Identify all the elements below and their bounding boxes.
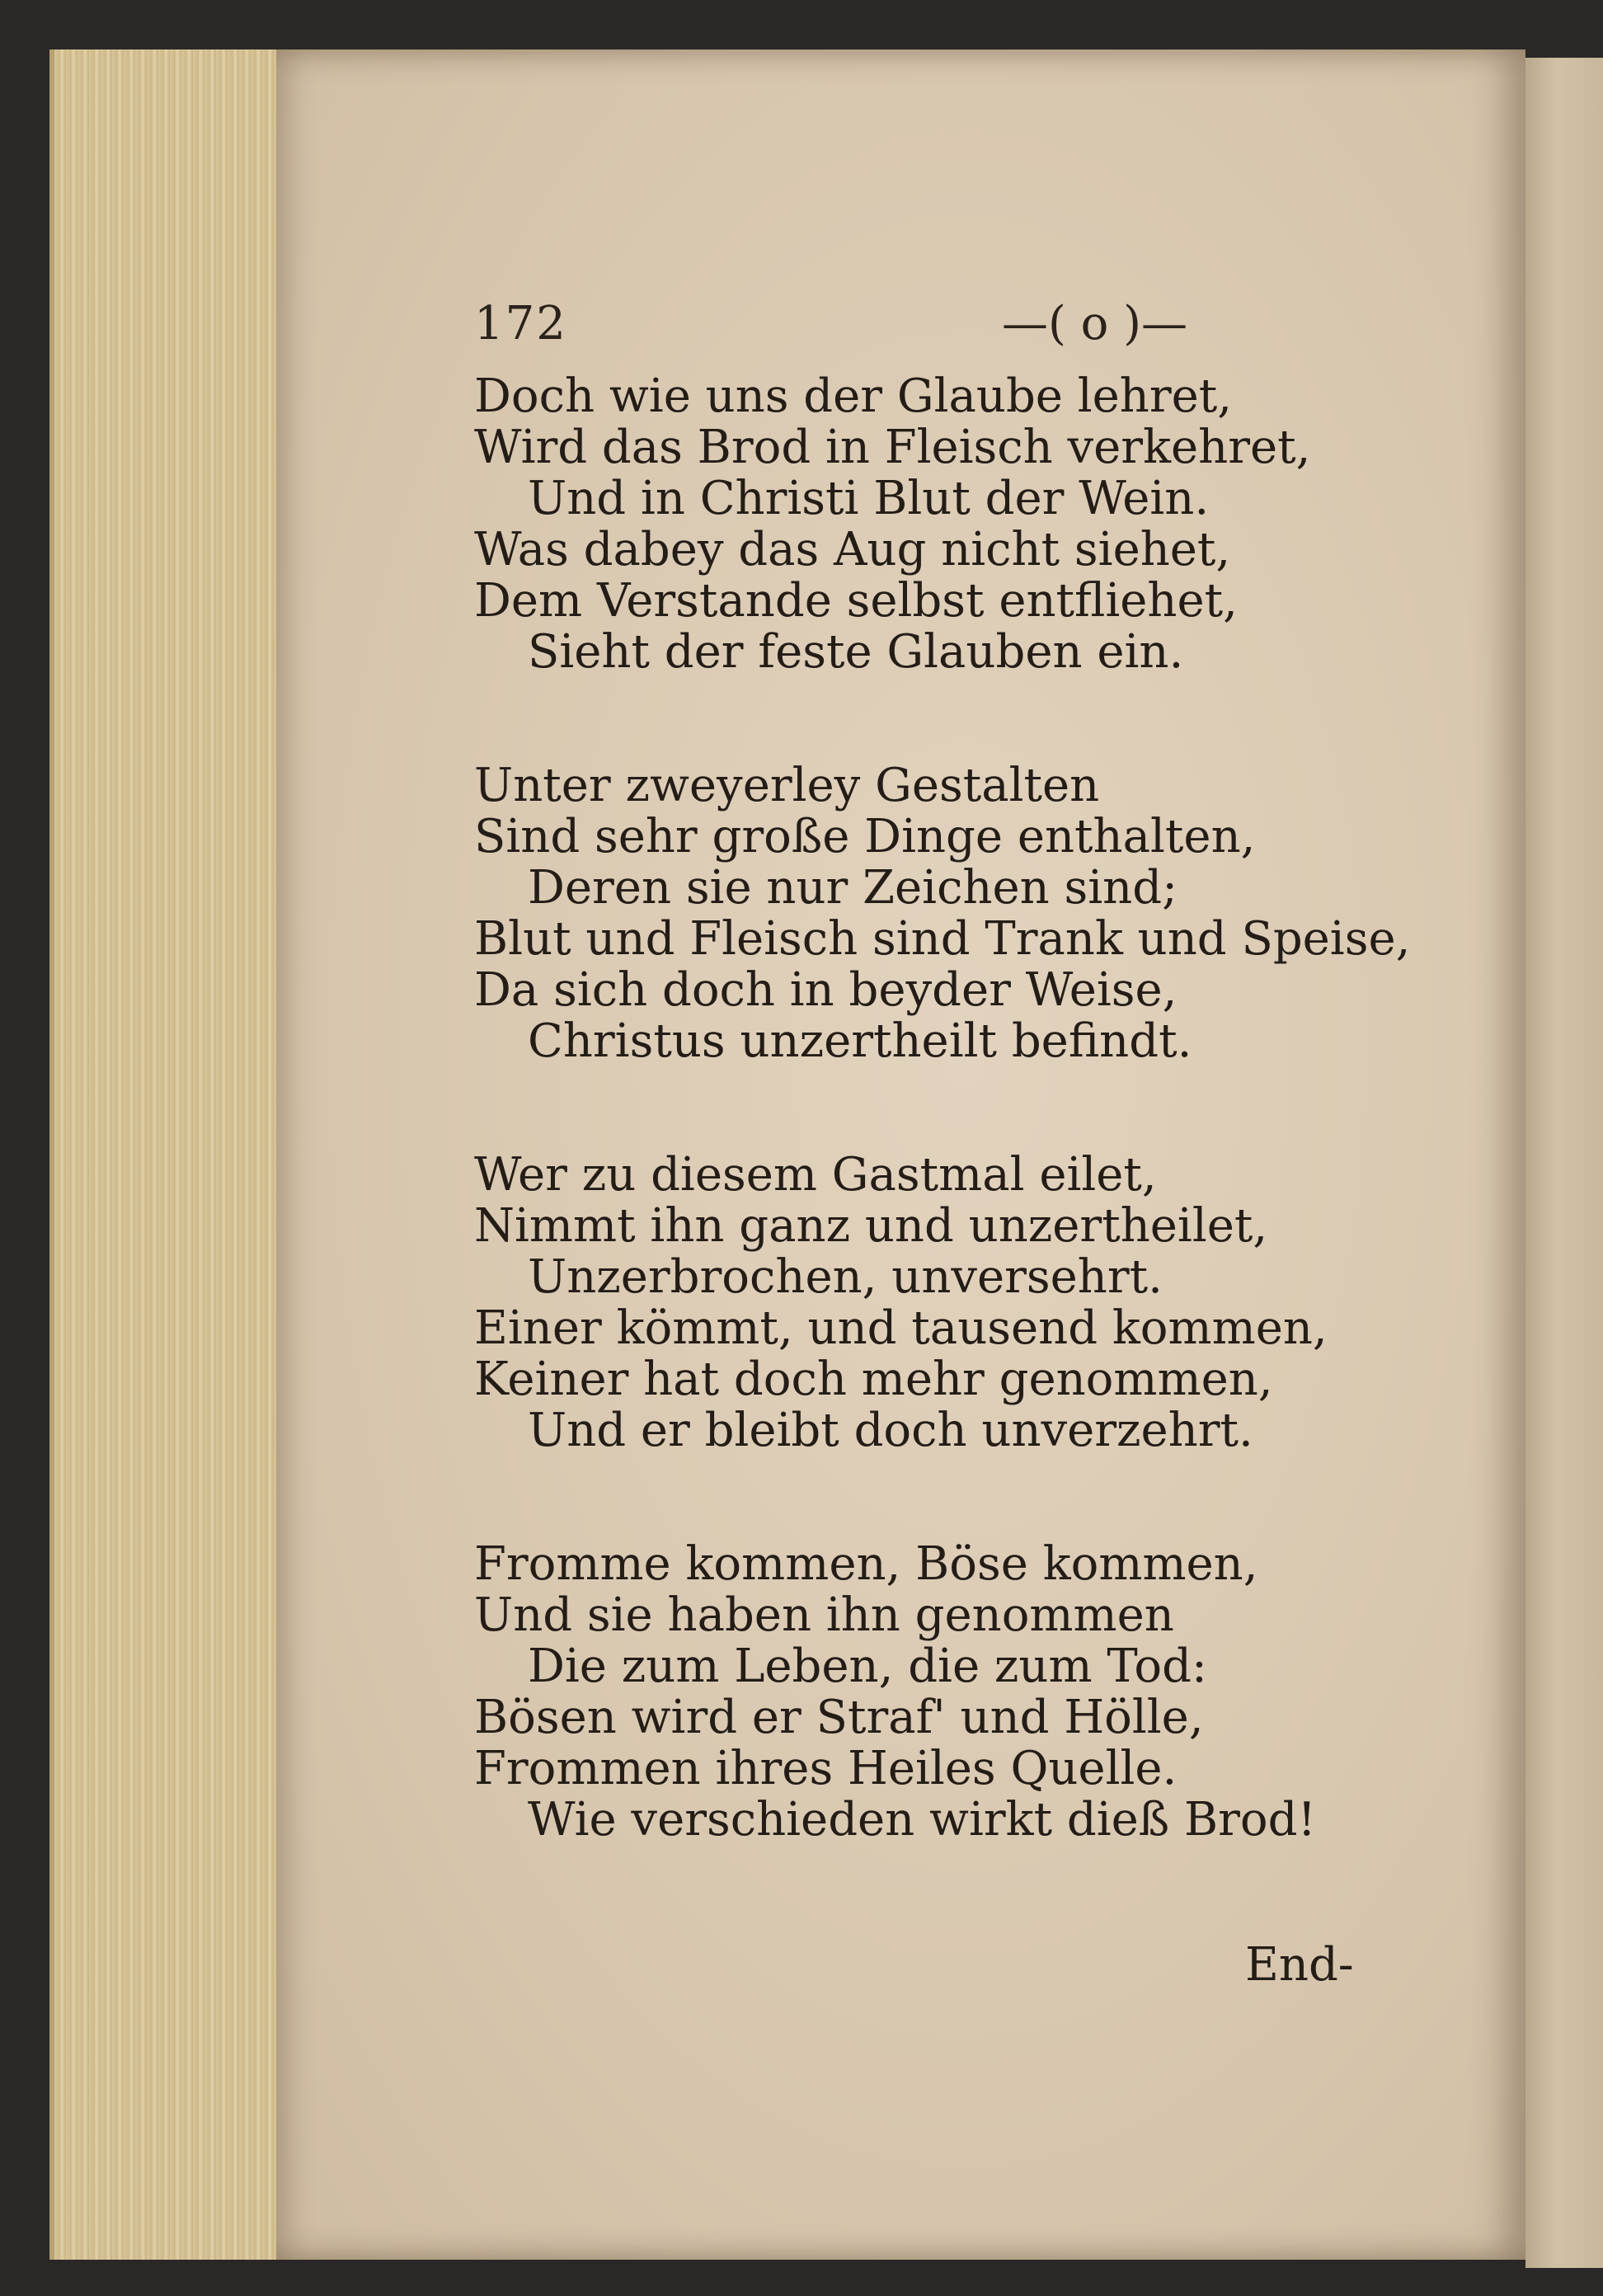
- verse-line: Deren sie nur Zeichen sind;: [528, 861, 1178, 915]
- verse-line: Blut und Fleisch sind Trank und Speise,: [474, 912, 1411, 966]
- verse-line: Und er bleibt doch unverzehrt.: [528, 1404, 1253, 1457]
- verse-line: Wer zu diesem Gastmal eilet,: [474, 1148, 1157, 1202]
- verse-line: Sieht der feste Glauben ein.: [528, 625, 1184, 679]
- verse-line: Da sich doch in beyder Weise,: [474, 963, 1178, 1017]
- verse-line: Doch wie uns der Glaube lehret,: [474, 369, 1233, 423]
- stanza-2: [474, 760, 1505, 1067]
- page-number: 172: [474, 297, 567, 351]
- stanza-4: [474, 1539, 1505, 1846]
- verse-line: Unzerbrochen, unversehrt.: [528, 1250, 1163, 1304]
- catchword: End-: [1245, 1938, 1354, 1992]
- verse-line: Wie verschieden wirkt dieß Brod!: [528, 1793, 1316, 1847]
- book-page: [276, 49, 1525, 2260]
- verse-line: Fromme kommen, Böse kommen,: [474, 1537, 1258, 1591]
- verse-line: Die zum Leben, die zum Tod:: [528, 1640, 1207, 1693]
- page-header: [474, 297, 1381, 355]
- verse-line: Frommen ihres Heiles Quelle.: [474, 1742, 1178, 1795]
- poem-text: [474, 371, 1505, 1928]
- verse-line: Einer kömmt, und tausend kommen,: [474, 1301, 1328, 1355]
- facing-page-edge: [1525, 58, 1603, 2268]
- verse-line: Unter zweyerley Gestalten: [474, 759, 1100, 812]
- verse-line: Keiner hat doch mehr genommen,: [474, 1353, 1273, 1406]
- header-ornament: —( ο )—: [1002, 297, 1188, 351]
- verse-line: Dem Verstande selbst entfliehet,: [474, 574, 1238, 628]
- stanza-3: [474, 1150, 1505, 1456]
- verse-line: Bösen wird er Straf' und Hölle,: [474, 1691, 1204, 1744]
- verse-line: Und sie haben ihn genommen: [474, 1588, 1174, 1642]
- verse-line: Wird das Brod in Fleisch verkehret,: [474, 421, 1311, 474]
- verse-line: Sind sehr große Dinge enthalten,: [474, 810, 1256, 863]
- verse-line: Und in Christi Blut der Wein.: [528, 472, 1210, 525]
- verse-line: Nimmt ihn ganz und unzertheilet,: [474, 1199, 1268, 1253]
- verse-line: Was dabey das Aug nicht siehet,: [474, 523, 1231, 576]
- page-edges: [49, 49, 294, 2260]
- verse-line: Christus unzertheilt befindt.: [528, 1014, 1192, 1068]
- stanza-1: [474, 371, 1505, 678]
